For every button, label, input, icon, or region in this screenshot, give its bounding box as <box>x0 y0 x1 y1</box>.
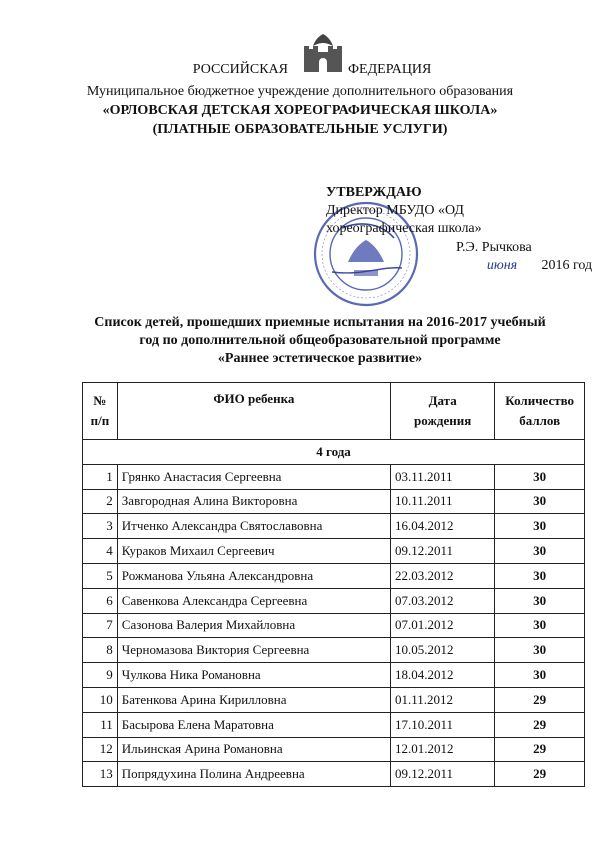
row-dob: 18.04.2012 <box>390 663 494 688</box>
table-row <box>83 514 585 539</box>
group-label: 4 года <box>83 440 585 465</box>
header-score-top: Количество <box>505 393 575 408</box>
table-header-row <box>83 383 585 440</box>
row-dob: 22.03.2012 <box>390 563 494 588</box>
row-name: Чулкова Ника Романовна <box>117 663 390 688</box>
row-number: 11 <box>83 712 118 737</box>
row-score: 30 <box>495 514 585 539</box>
header-score <box>495 383 585 440</box>
table-row <box>83 712 585 737</box>
row-dob: 17.10.2011 <box>390 712 494 737</box>
row-name: Черномазова Виктория Сергеевна <box>117 638 390 663</box>
row-score: 29 <box>495 737 585 762</box>
table-row <box>83 563 585 588</box>
approval-date <box>466 257 592 275</box>
row-dob: 07.03.2012 <box>390 588 494 613</box>
header-score-bottom: баллов <box>519 413 561 428</box>
org-note: (ПЛАТНЫЕ ОБРАЗОВАТЕЛЬНЫЕ УСЛУГИ) <box>152 122 448 137</box>
row-number: 13 <box>83 762 118 787</box>
header-number-top: № <box>93 393 107 408</box>
row-number: 9 <box>83 663 118 688</box>
row-dob: 09.12.2011 <box>390 539 494 564</box>
row-number: 8 <box>83 638 118 663</box>
header-number-bottom: п/п <box>90 413 110 428</box>
row-dob: 16.04.2012 <box>390 514 494 539</box>
group-row <box>83 440 585 465</box>
row-number: 1 <box>83 464 118 489</box>
header-dob <box>390 383 494 440</box>
org-name: «ОРЛОВСКАЯ ДЕТСКАЯ ХОРЕОГРАФИЧЕСКАЯ ШКОЛА» <box>102 103 498 118</box>
row-number: 10 <box>83 687 118 712</box>
row-name: Сазонова Валерия Михайловна <box>117 613 390 638</box>
approval-title: УТВЕРЖДАЮ <box>326 185 422 200</box>
table-row <box>83 687 585 712</box>
row-score: 30 <box>495 638 585 663</box>
list-title-line1: Список детей, прошедших приемные испытания на 2016-2017 учебный <box>94 315 546 330</box>
row-score: 30 <box>495 489 585 514</box>
table-row <box>83 464 585 489</box>
table-row <box>83 737 585 762</box>
row-number: 4 <box>83 539 118 564</box>
row-score: 29 <box>495 762 585 787</box>
row-score: 30 <box>495 663 585 688</box>
row-number: 7 <box>83 613 118 638</box>
list-title-line3: «Раннее эстетическое развитие» <box>217 351 423 366</box>
approval-year: 2016 год <box>541 258 593 273</box>
row-score: 30 <box>495 613 585 638</box>
approval-org: хореографическая школа» <box>326 221 482 236</box>
table-row <box>83 613 585 638</box>
row-name: Батенкова Арина Кирилловна <box>117 687 390 712</box>
row-number: 6 <box>83 588 118 613</box>
row-number: 2 <box>83 489 118 514</box>
approval-signer: Р.Э. Рычкова <box>456 240 532 255</box>
org-type: Муниципальное бюджетное учреждение дополнительного образования <box>86 84 514 99</box>
row-name: Ильинская Арина Романовна <box>117 737 390 762</box>
header-dob-top: Дата <box>428 393 457 408</box>
coat-of-arms-icon <box>300 30 346 76</box>
approval-position: Директор МБУДО «ОД <box>326 203 464 218</box>
country-left: РОССИЙСКАЯ <box>192 62 288 77</box>
row-name: Рожманова Ульяна Александровна <box>117 563 390 588</box>
row-number: 5 <box>83 563 118 588</box>
row-dob: 12.01.2012 <box>390 737 494 762</box>
row-name: Попрядухина Полина Андреевна <box>117 762 390 787</box>
row-score: 30 <box>495 588 585 613</box>
row-dob: 01.11.2012 <box>390 687 494 712</box>
approval-date-handwritten: июня <box>486 258 518 273</box>
country-right: ФЕДЕРАЦИЯ <box>348 62 432 77</box>
table-row <box>83 762 585 787</box>
row-dob: 07.01.2012 <box>390 613 494 638</box>
header-dob-bottom: рождения <box>414 413 472 428</box>
row-name: Басырова Елена Маратовна <box>117 712 390 737</box>
row-number: 3 <box>83 514 118 539</box>
row-name: Завгородная Алина Викторовна <box>117 489 390 514</box>
row-score: 30 <box>495 539 585 564</box>
header-name: ФИО ребенка <box>117 383 390 440</box>
row-dob: 03.11.2011 <box>390 464 494 489</box>
children-table <box>82 382 585 787</box>
table-row <box>83 489 585 514</box>
row-number: 12 <box>83 737 118 762</box>
table-row <box>83 663 585 688</box>
row-dob: 10.05.2012 <box>390 638 494 663</box>
row-score: 29 <box>495 712 585 737</box>
row-dob: 09.12.2011 <box>390 762 494 787</box>
table-row <box>83 638 585 663</box>
row-score: 29 <box>495 687 585 712</box>
list-title-line2: год по дополнительной общеобразовательной программе <box>139 333 501 348</box>
row-name: Савенкова Александра Сергеевна <box>117 588 390 613</box>
row-dob: 10.11.2011 <box>390 489 494 514</box>
row-name: Кураков Михаил Сергеевич <box>117 539 390 564</box>
row-score: 30 <box>495 563 585 588</box>
row-score: 30 <box>495 464 585 489</box>
table-row <box>83 588 585 613</box>
approval-block <box>326 184 593 273</box>
table-row <box>83 539 585 564</box>
row-name: Итченко Александра Святославовна <box>117 514 390 539</box>
header-number <box>83 383 118 440</box>
row-name: Грянко Анастасия Сергеевна <box>117 464 390 489</box>
list-title <box>40 314 600 368</box>
